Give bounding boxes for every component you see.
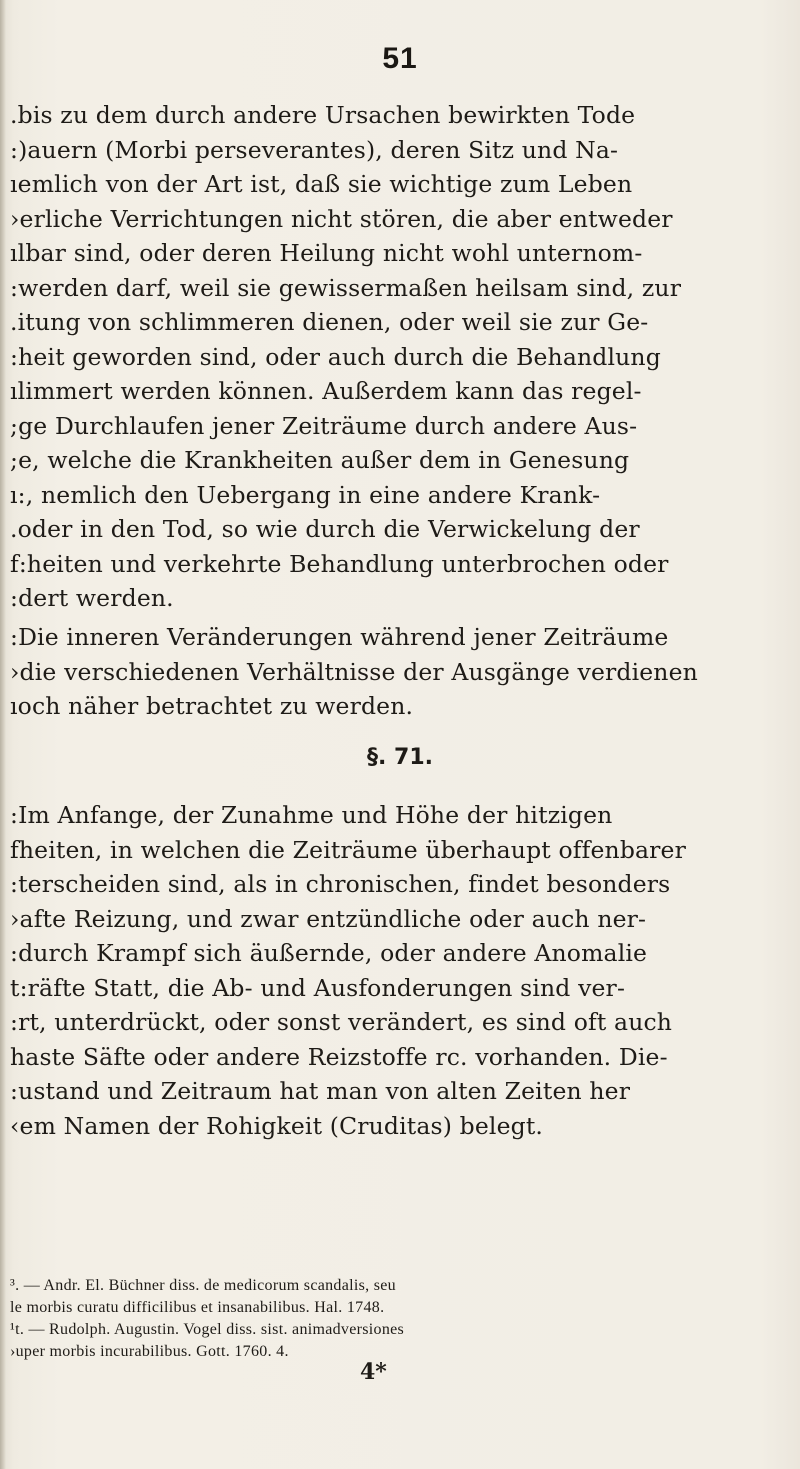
text-line: ılimmert werden können. Außerdem kann das regel- (10, 377, 642, 405)
text-line: :werden darf, weil sie gewissermaßen heilsam sind, zur (10, 273, 682, 302)
text-line: :heit geworden sind, oder auch durch die Behandlung (10, 342, 661, 371)
footnote-line: ¹t. — Rudolph. Augustin. Vogel diss. sist. animadversiones (10, 1321, 405, 1338)
text-line: .itung von schlimmeren dienen, oder weil sie zur Ge- (10, 308, 649, 336)
text-line: :Die inneren Veränderungen während jener Zeiträume (10, 623, 669, 651)
paragraph-1 (10, 98, 780, 616)
text-line: ;e, welche die Krankheiten außer dem in Genesung (10, 446, 630, 474)
text-line: haste Säfte oder andere Reizstoffe rc. vorhanden. Die- (10, 1042, 668, 1071)
text-line: ‹em Namen der Rohigkeit (Cruditas) belegt. (10, 1111, 544, 1140)
text-line: :rt, unterdrückt, oder sonst verändert, es sind oft auch (10, 1008, 673, 1036)
text-line: ›erliche Verrichtungen nicht stören, die aber entweder (10, 204, 673, 233)
text-line: ı:, nemlich den Uebergang in eine andere Krank- (10, 480, 601, 509)
text-line: :ustand und Zeitraum hat man von alten Zeiten her (10, 1077, 631, 1105)
section-heading: §. 71. (367, 745, 433, 770)
text-line: ›afte Reizung, und zwar entzündliche oder auch ner- (10, 904, 647, 933)
text-line: :terscheiden sind, als in chronischen, findet besonders (10, 870, 671, 898)
text-line: :dert werden. (10, 584, 174, 612)
paragraph-2 (10, 620, 780, 724)
text-line: f:heiten und verkehrte Behandlung unterbrochen oder (10, 549, 669, 578)
footnote-line: ³. — Andr. El. Büchner diss. de medicorum scandalis, seu (10, 1277, 396, 1294)
binding-shadow (0, 0, 6, 1469)
footnotes (10, 1275, 790, 1363)
text-line: :Im Anfange, der Zunahme und Höhe der hitzigen (10, 801, 613, 829)
text-line: ›die verschiedenen Verhältnisse der Ausgänge verdienen (10, 657, 698, 686)
paragraph-3 (10, 798, 780, 1143)
page-number: 51 (382, 42, 418, 75)
text-line: ;ge Durchlaufen jener Zeiträume durch andere Aus- (10, 411, 638, 440)
text-line: :)auern (Morbi perseverantes), deren Sitz und Na- (10, 135, 619, 164)
text-line: .oder in den Tod, so wie durch die Verwickelung der (10, 515, 640, 543)
footnote-line: le morbis curatu difficilibus et insanabilibus. Hal. 1748. (10, 1299, 385, 1316)
footnote-line: ›uper morbis incurabilibus. Gott. 1760. 4. (10, 1343, 289, 1360)
text-line: fheiten, in welchen die Zeiträume überhaupt offenbarer (10, 835, 686, 864)
text-line: :durch Krampf sich äußernde, oder andere Anomalie (10, 939, 648, 967)
text-line: ıemlich von der Art ist, daß sie wichtige zum Leben (10, 170, 633, 198)
text-line: ılbar sind, oder deren Heilung nicht wohl unternom- (10, 239, 643, 267)
text-line: .bis zu dem durch andere Ursachen bewirkten Tode (10, 101, 636, 129)
text-line: t:räfte Statt, die Ab- und Ausfonderungen sind ver- (10, 973, 626, 1002)
signature-mark: 4* (360, 1359, 387, 1385)
text-line: ıoch näher betrachtet zu werden. (10, 692, 414, 720)
